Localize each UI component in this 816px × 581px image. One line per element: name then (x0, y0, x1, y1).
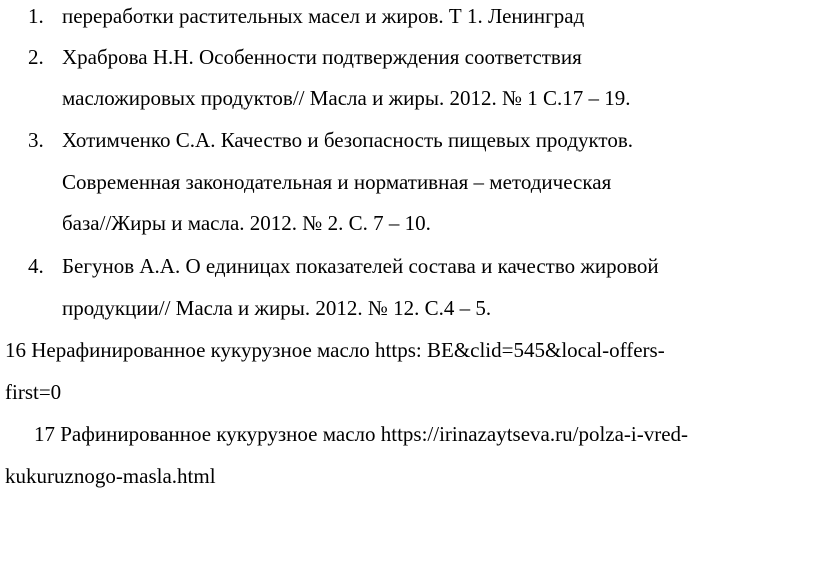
footnote-line: kukuruznogo-masla.html (5, 464, 216, 488)
reference-line: масложировых продуктов// Масла и жиры. 2012. № 1 С.17 – 19. (62, 86, 631, 110)
footnote-line: 16 Нерафинированное кукурузное масло https: BE&clid=545&local-offers- (5, 338, 665, 362)
reference-number: 3. (28, 128, 44, 152)
reference-line: Храброва Н.Н. Особенности подтверждения соответствия (62, 45, 582, 69)
reference-number: 2. (28, 45, 44, 69)
reference-line: Бегунов А.А. О единицах показателей состава и качество жировой (62, 254, 659, 278)
reference-line: продукции// Масла и жиры. 2012. № 12. С.4 – 5. (62, 296, 492, 320)
reference-line: переработки растительных масел и жиров. Т 1. Ленинград (62, 4, 585, 28)
reference-number: 1. (28, 4, 44, 28)
footnote-line: first=0 (5, 380, 62, 404)
reference-line: база//Жиры и масла. 2012. № 2. С. 7 – 10. (62, 211, 431, 235)
reference-line: Современная законодательная и нормативная – методическая (62, 170, 612, 194)
reference-number: 4. (28, 254, 44, 278)
footnote-line: 17 Рафинированное кукурузное масло https://irinazaytseva.ru/polza-i-vred- (34, 422, 689, 446)
reference-line: Хотимченко С.А. Качество и безопасность пищевых продуктов. (62, 128, 633, 152)
